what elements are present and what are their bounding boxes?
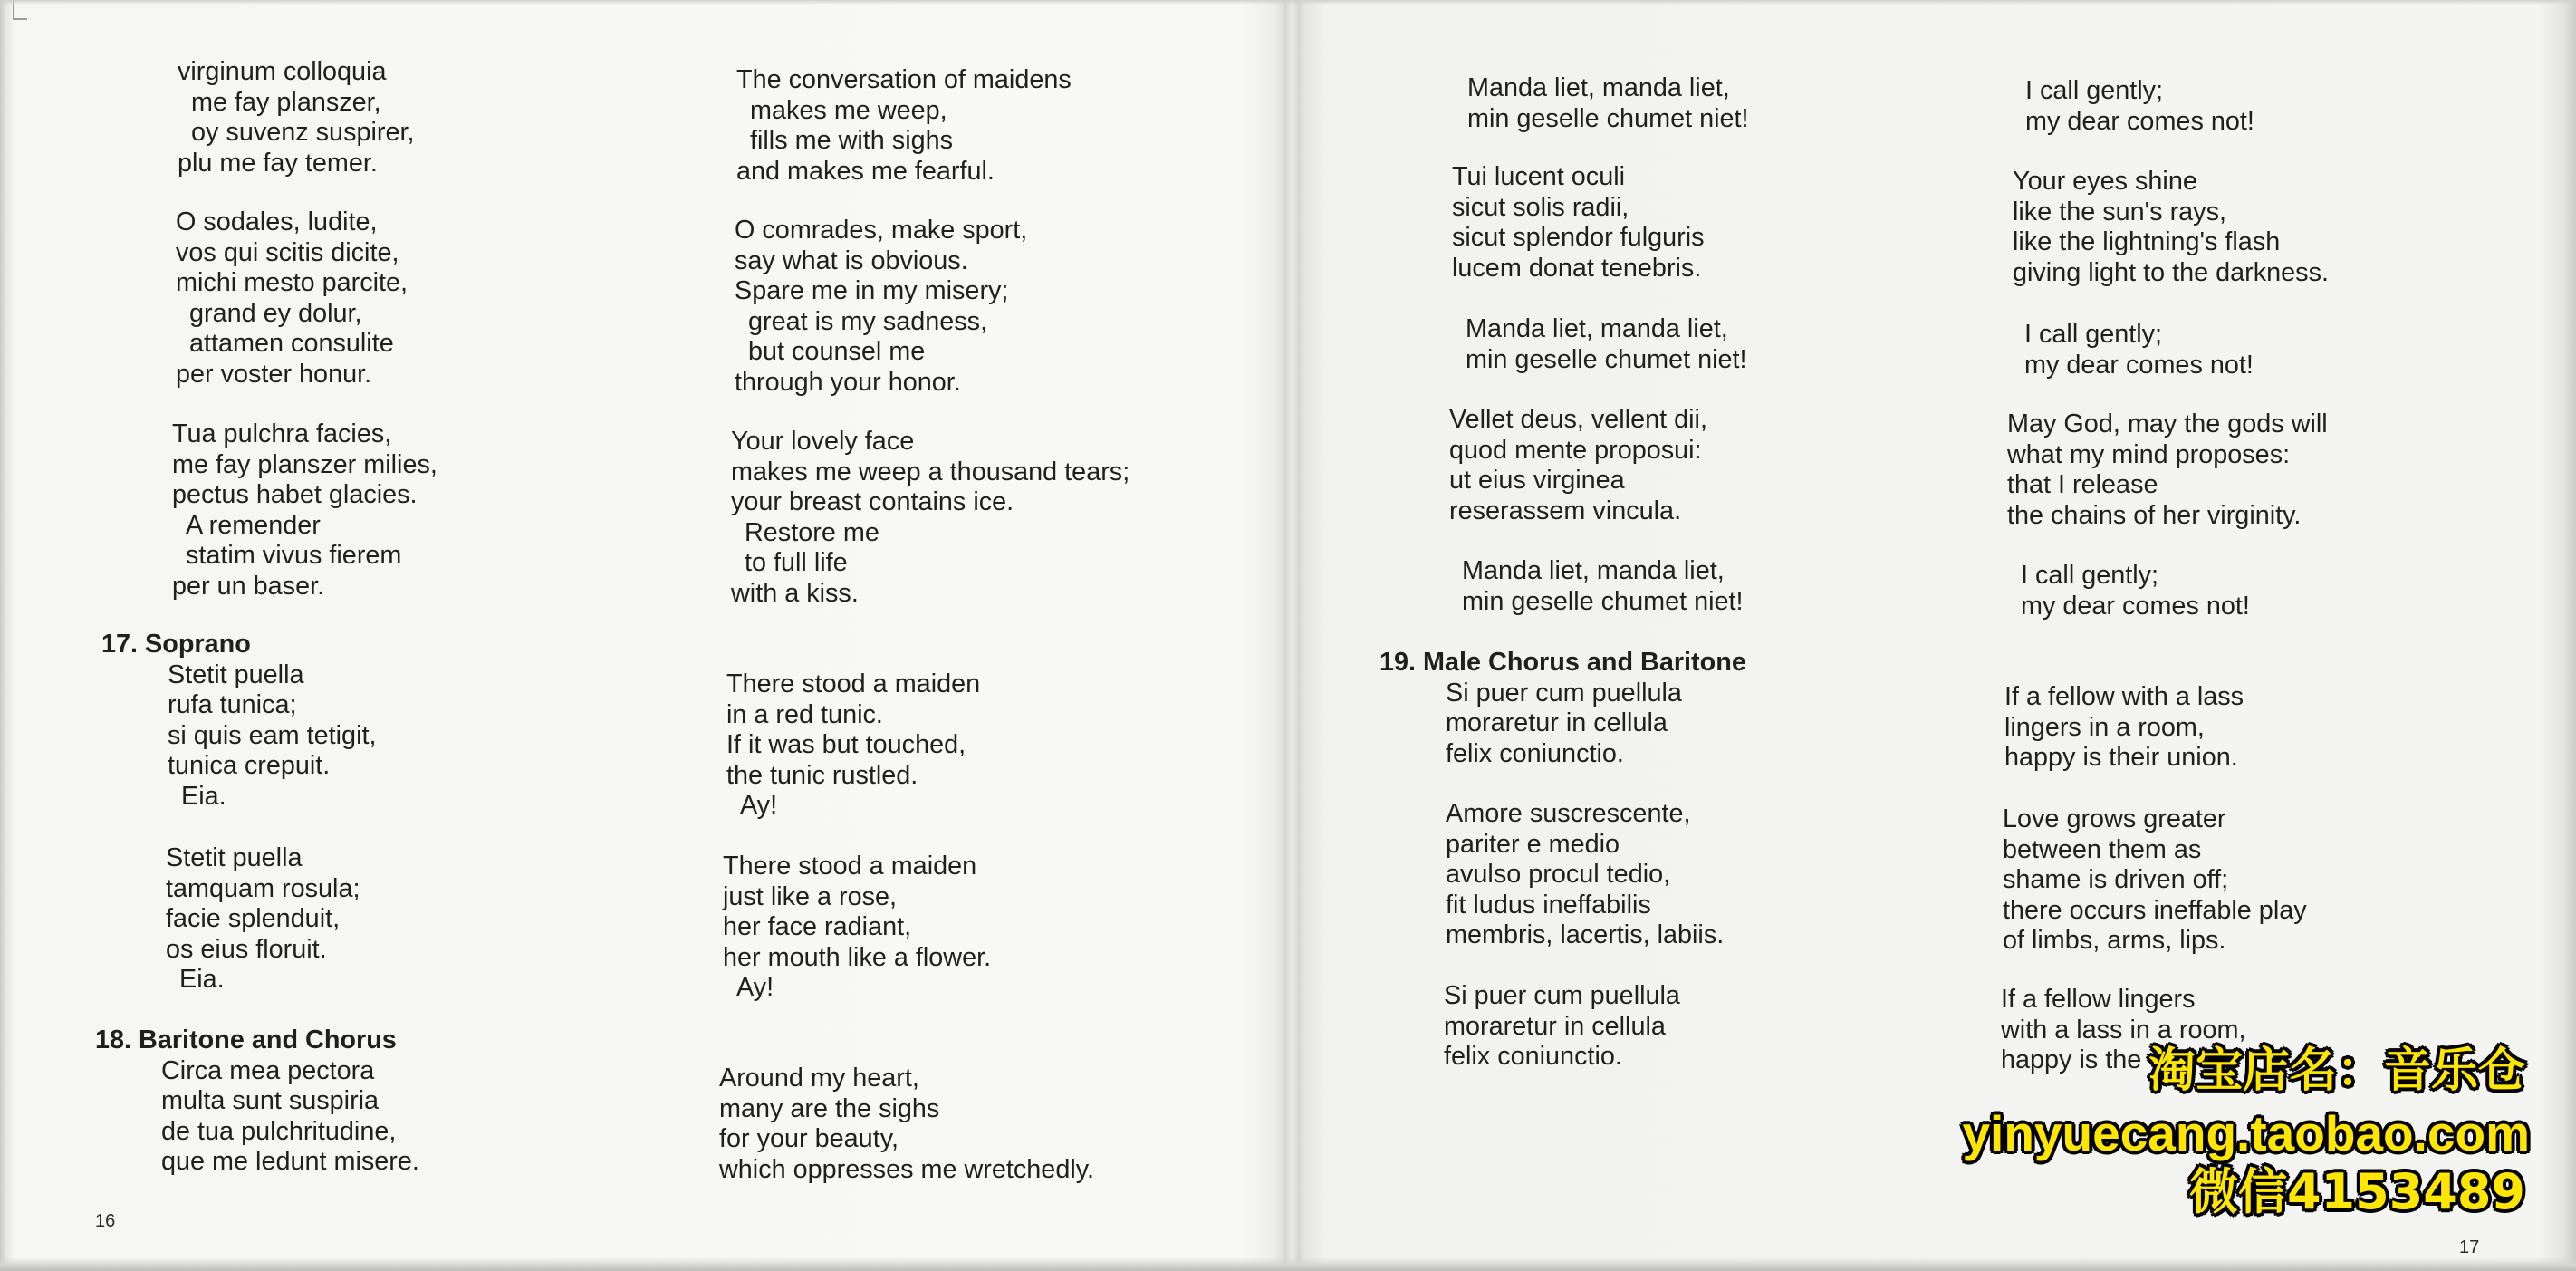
latin-line: avulso procul tedio, xyxy=(1446,860,1671,889)
english-line: great is my sadness, xyxy=(748,306,988,336)
latin-line: per un baser. xyxy=(172,571,325,601)
english-line: Spare me in my misery; xyxy=(735,276,1009,305)
scan-top-edge xyxy=(0,0,2576,5)
latin-line: de tua pulchritudine, xyxy=(161,1116,397,1146)
latin-stanza xyxy=(1444,981,1680,1073)
english-stanza xyxy=(2003,804,2307,957)
latin-line: moraretur in cellula xyxy=(1446,708,1668,737)
latin-line: lucem donat tenebris. xyxy=(1452,253,1702,283)
latin-stanza xyxy=(172,419,437,602)
section-heading: 17. Soprano xyxy=(101,630,251,659)
latin-line: Si puer cum puellula xyxy=(1444,981,1680,1010)
english-stanza xyxy=(719,1064,1094,1185)
latin-line: Eia. xyxy=(181,781,226,811)
watermark-wechat: 微信4153489 xyxy=(2188,1163,2525,1220)
english-line: in a red tunic. xyxy=(726,699,883,729)
english-line: If it was but touched, xyxy=(726,730,966,759)
english-line: makes me weep, xyxy=(750,95,947,125)
english-line: like the lightning's flash xyxy=(2013,227,2281,256)
latin-line: ut eius virginea xyxy=(1449,466,1625,495)
english-line: but counsel me xyxy=(748,337,926,366)
english-line: to full life xyxy=(745,548,848,577)
english-line: what my mind proposes: xyxy=(2007,439,2291,469)
english-stanza xyxy=(2004,682,2244,774)
section-heading: 19. Male Chorus and Baritone xyxy=(1379,648,1746,677)
latin-stanza xyxy=(1446,799,1724,951)
latin-line: que me ledunt misere. xyxy=(161,1147,419,1176)
watermark-url: yinyuecang.taobao.com xyxy=(1962,1105,2530,1161)
english-stanza xyxy=(723,852,991,1004)
english-line: If a fellow with a lass xyxy=(2004,682,2244,711)
latin-line: Tui lucent oculi xyxy=(1452,162,1626,191)
latin-stanza xyxy=(101,630,377,812)
english-stanza xyxy=(2007,409,2328,531)
english-line: between them as xyxy=(2003,834,2202,864)
english-stanza xyxy=(735,216,1027,398)
latin-line: A remender xyxy=(186,510,321,540)
latin-line: rufa tunica; xyxy=(168,690,297,719)
latin-line: oy suvenz suspirer, xyxy=(191,118,415,147)
english-line: my dear comes not! xyxy=(2021,591,2250,621)
latin-stanza xyxy=(1379,648,1746,769)
latin-line: min geselle chumet niet! xyxy=(1466,344,1747,374)
latin-line: Manda liet, manda liet, xyxy=(1462,556,1725,585)
english-line: through your honor. xyxy=(735,367,961,397)
english-line: makes me weep a thousand tears; xyxy=(731,457,1130,486)
latin-line: statim vivus fierem xyxy=(186,541,402,570)
latin-stanza xyxy=(1462,556,1744,617)
latin-line: quod mente proposui: xyxy=(1449,435,1702,465)
latin-stanza xyxy=(1449,405,1707,526)
page-fold xyxy=(1284,0,1306,1271)
english-line: her mouth like a flower. xyxy=(723,942,992,972)
latin-line: os eius floruit. xyxy=(166,934,327,964)
latin-line: sicut splendor fulguris xyxy=(1452,223,1705,252)
latin-line: Si puer cum puellula xyxy=(1446,678,1682,708)
english-line: your breast contains ice. xyxy=(731,487,1014,516)
latin-line: pectus habet glacies. xyxy=(172,480,418,509)
latin-line: tunica crepuit. xyxy=(168,751,331,780)
english-line: Ay! xyxy=(736,973,774,1002)
latin-line: pariter e medio xyxy=(1446,829,1620,859)
english-line: just like a rose, xyxy=(723,881,898,911)
english-line: with a kiss. xyxy=(731,578,859,608)
english-line: my dear comes not! xyxy=(2024,350,2254,380)
scan-bottom-edge xyxy=(0,1257,2576,1271)
english-line: Restore me xyxy=(745,517,879,547)
english-line: May God, may the gods will xyxy=(2007,409,2328,438)
latin-line: moraretur in cellula xyxy=(1444,1011,1666,1041)
english-line: Your lovely face xyxy=(731,427,915,456)
latin-line: per voster honur. xyxy=(176,359,372,389)
english-line: that I release xyxy=(2007,470,2158,499)
english-line: there occurs ineffable play xyxy=(2003,895,2307,925)
section-heading: 18. Baritone and Chorus xyxy=(95,1025,397,1054)
english-line: with a lass in a room, xyxy=(2001,1015,2246,1045)
latin-line: vos qui scitis dicite, xyxy=(176,237,399,267)
latin-line: fit ludus ineffabilis xyxy=(1446,890,1651,920)
latin-line: me fay planszer milies, xyxy=(172,449,437,479)
latin-line: O sodales, ludite, xyxy=(176,207,378,236)
latin-stanza xyxy=(95,1025,419,1178)
latin-line: grand ey dolur, xyxy=(189,298,362,328)
english-line: like the sun's rays, xyxy=(2013,197,2226,226)
english-line: which oppresses me wretchedly. xyxy=(719,1154,1094,1184)
english-line: I call gently; xyxy=(2024,320,2163,349)
english-stanza xyxy=(2021,561,2250,621)
latin-stanza xyxy=(166,843,360,996)
english-stanza xyxy=(726,669,980,822)
watermark-shop-name: 淘宝店名：音乐仓 xyxy=(2148,1044,2525,1098)
latin-line: tamquam rosula; xyxy=(166,873,360,903)
latin-line: Stetit puella xyxy=(166,843,303,872)
latin-line: attamen consulite xyxy=(189,329,394,358)
english-stanza xyxy=(2025,76,2254,137)
latin-line: sicut solis radii, xyxy=(1452,192,1629,222)
english-line: Your eyes shine xyxy=(2013,167,2197,196)
latin-line: Vellet deus, vellent dii, xyxy=(1449,405,1707,434)
latin-line: si quis eam tetigit, xyxy=(168,720,377,750)
latin-line: felix coniunctio. xyxy=(1444,1042,1622,1071)
latin-line: plu me fay temer. xyxy=(178,148,378,178)
latin-line: michi mesto parcite, xyxy=(176,268,409,297)
latin-line: facie splenduit, xyxy=(166,904,341,933)
latin-line: me fay planszer, xyxy=(191,87,381,117)
english-stanza xyxy=(2024,320,2254,380)
latin-line: Manda liet, manda liet, xyxy=(1466,314,1728,343)
english-line: Love grows greater xyxy=(2003,804,2226,833)
latin-line: Manda liet, manda liet, xyxy=(1467,73,1730,102)
latin-line: felix coniunctio. xyxy=(1446,738,1624,768)
english-line: say what is obvious. xyxy=(735,246,968,275)
english-stanza xyxy=(736,65,1072,187)
english-line: I call gently; xyxy=(2021,561,2159,590)
page-number: 16 xyxy=(95,1211,116,1231)
latin-line: multa sunt suspiria xyxy=(161,1086,380,1115)
latin-line: membris, lacertis, labiis. xyxy=(1446,920,1725,949)
latin-stanza xyxy=(176,207,408,390)
english-line: Ay! xyxy=(740,791,778,820)
latin-line: Eia. xyxy=(179,965,225,994)
english-line: for your beauty, xyxy=(719,1124,899,1153)
english-line: giving light to the darkness. xyxy=(2013,257,2329,287)
english-line: I call gently; xyxy=(2025,76,2164,105)
english-line: O comrades, make sport, xyxy=(735,216,1028,245)
english-line: my dear comes not! xyxy=(2025,106,2254,136)
latin-line: Circa mea pectora xyxy=(161,1055,375,1085)
english-line: the tunic rustled. xyxy=(726,760,918,790)
english-line: fills me with sighs xyxy=(750,126,954,155)
english-line: If a fellow lingers xyxy=(2001,985,2196,1014)
english-stanza xyxy=(731,427,1129,609)
english-line: happy is the xyxy=(2001,1045,2142,1074)
left-page xyxy=(0,0,1284,1271)
english-line: There stood a maiden xyxy=(726,669,981,698)
latin-line: reserassem vincula. xyxy=(1449,496,1682,525)
english-line: her face radiant, xyxy=(723,912,912,941)
english-line: Around my heart, xyxy=(719,1064,919,1093)
english-stanza xyxy=(2013,167,2329,288)
english-line: There stood a maiden xyxy=(723,852,977,881)
latin-line: min geselle chumet niet! xyxy=(1462,586,1744,616)
latin-stanza xyxy=(1452,162,1705,284)
english-line: lingers in a room, xyxy=(2004,712,2205,742)
english-line: and makes me fearful. xyxy=(736,156,995,186)
latin-stanza xyxy=(178,57,415,178)
english-line: happy is their union. xyxy=(2004,743,2238,772)
english-line: The conversation of maidens xyxy=(736,65,1072,94)
latin-line: Amore suscrescente, xyxy=(1446,799,1691,828)
latin-stanza xyxy=(1467,73,1749,134)
latin-stanza xyxy=(1466,314,1747,375)
english-line: shame is driven off; xyxy=(2003,865,2229,894)
latin-line: min geselle chumet niet! xyxy=(1467,103,1749,133)
latin-line: Stetit puella xyxy=(168,660,304,689)
english-line: many are the sighs xyxy=(719,1093,940,1123)
latin-line: Tua pulchra facies, xyxy=(172,419,392,448)
english-line: the chains of her virginity. xyxy=(2007,500,2302,530)
latin-line: virginum colloquia xyxy=(178,57,387,86)
english-line: of limbs, arms, lips. xyxy=(2003,926,2226,955)
page-number: 17 xyxy=(2459,1237,2480,1257)
